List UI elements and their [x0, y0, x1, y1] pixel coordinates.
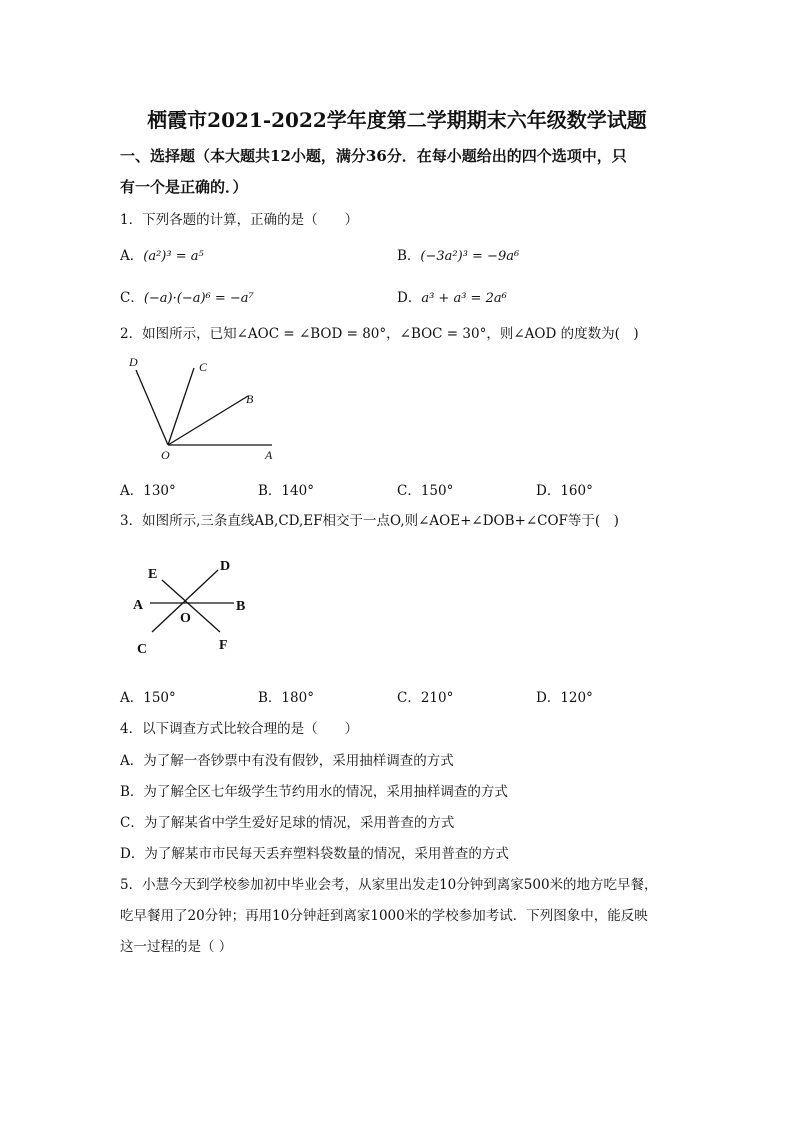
- q2-angle-figure: [120, 350, 290, 465]
- q1-option-b-math: (−3a²)³ = −9a⁶: [420, 249, 520, 264]
- q4-option-b: B．为了解全区七年级学生节约用水的情况，采用抽样调查的方式: [120, 784, 508, 800]
- label-c: C: [137, 642, 148, 657]
- q1-option-d: [397, 286, 507, 306]
- ray-od: [136, 370, 168, 445]
- q2-option-c: C．150°: [397, 483, 454, 499]
- q1-option-b: [397, 244, 519, 264]
- label-b: B: [236, 599, 246, 614]
- q3-option-b: B．180°: [258, 690, 314, 706]
- q3-option-d: D．120°: [536, 690, 593, 706]
- q1-option-a-label: A．: [120, 248, 144, 264]
- q3-intersecting-lines-figure: [128, 552, 258, 660]
- q1-option-b-label: B．: [397, 248, 421, 264]
- ray-ob: [168, 396, 248, 445]
- label-e: E: [148, 567, 158, 582]
- line-ef: [162, 580, 220, 632]
- q1-option-c-label: C．: [120, 290, 144, 306]
- q2-option-d: D．160°: [536, 483, 593, 499]
- q1-option-c: [120, 286, 254, 306]
- q4-stem: 4．以下调查方式比较合理的是（ ）: [120, 721, 359, 737]
- q4-option-d: D．为了解某市市民每天丢弃塑料袋数量的情况，采用普查的方式: [120, 846, 509, 862]
- label-d: D: [129, 355, 138, 369]
- q2-option-b: B．140°: [258, 483, 314, 499]
- label-o: O: [161, 448, 170, 462]
- q2-stem: 2．如图所示，已知∠AOC = ∠BOD = 80°，∠BOC = 30°，则∠AOD 的度数为( ): [120, 326, 639, 342]
- label-d: D: [220, 559, 231, 574]
- page-title: 栖霞市2021-2022学年度第二学期期末六年级数学试题: [147, 108, 647, 132]
- q3-stem: 3．如图所示,三条直线AB,CD,EF相交于一点O,则∠AOE+∠DOB+∠COF等于( ): [120, 513, 619, 529]
- q5-stem-line2: 吃早餐用了20分钟；再用10分钟赶到离家1000米的学校参加考试．下列图象中，能反映: [120, 908, 648, 924]
- label-o: O: [180, 611, 191, 626]
- q5-stem-line1: 5．小慧今天到学校参加初中毕业会考，从家里出发走10分钟到离家500米的地方吃早餐，: [120, 877, 658, 893]
- ray-oc: [168, 368, 194, 445]
- q4-option-c: C．为了解某省中学生爱好足球的情况，采用普查的方式: [120, 815, 455, 831]
- q1-option-c-math: (−a)·(−a)⁶ = −a⁷: [143, 291, 254, 306]
- q1-option-d-math: a³ + a³ = 2a⁶: [421, 291, 507, 306]
- q2-option-a: A．130°: [120, 483, 176, 499]
- section-heading-line2: 有一个是正确的．）: [120, 178, 248, 196]
- q1-option-a: [120, 244, 204, 264]
- q1-option-d-label: D．: [397, 290, 422, 306]
- label-a: A: [265, 448, 273, 462]
- q5-stem-line3: 这一过程的是（ ）: [120, 939, 233, 955]
- q1-stem: 1．下列各题的计算，正确的是（ ）: [120, 212, 359, 228]
- q3-option-a: A．150°: [120, 690, 176, 706]
- q3-option-c: C．210°: [397, 690, 454, 706]
- q1-option-a-math: (a²)³ = a⁵: [143, 249, 204, 264]
- label-c: C: [199, 360, 208, 374]
- section-heading-line1: 一、选择题（本大题共12小题，满分36分．在每小题给出的四个选项中，只: [120, 147, 627, 165]
- label-b: B: [246, 392, 254, 406]
- label-f: F: [219, 638, 228, 653]
- q4-option-a: A．为了解一沓钞票中有没有假钞，采用抽样调查的方式: [120, 753, 454, 769]
- label-a: A: [133, 598, 144, 613]
